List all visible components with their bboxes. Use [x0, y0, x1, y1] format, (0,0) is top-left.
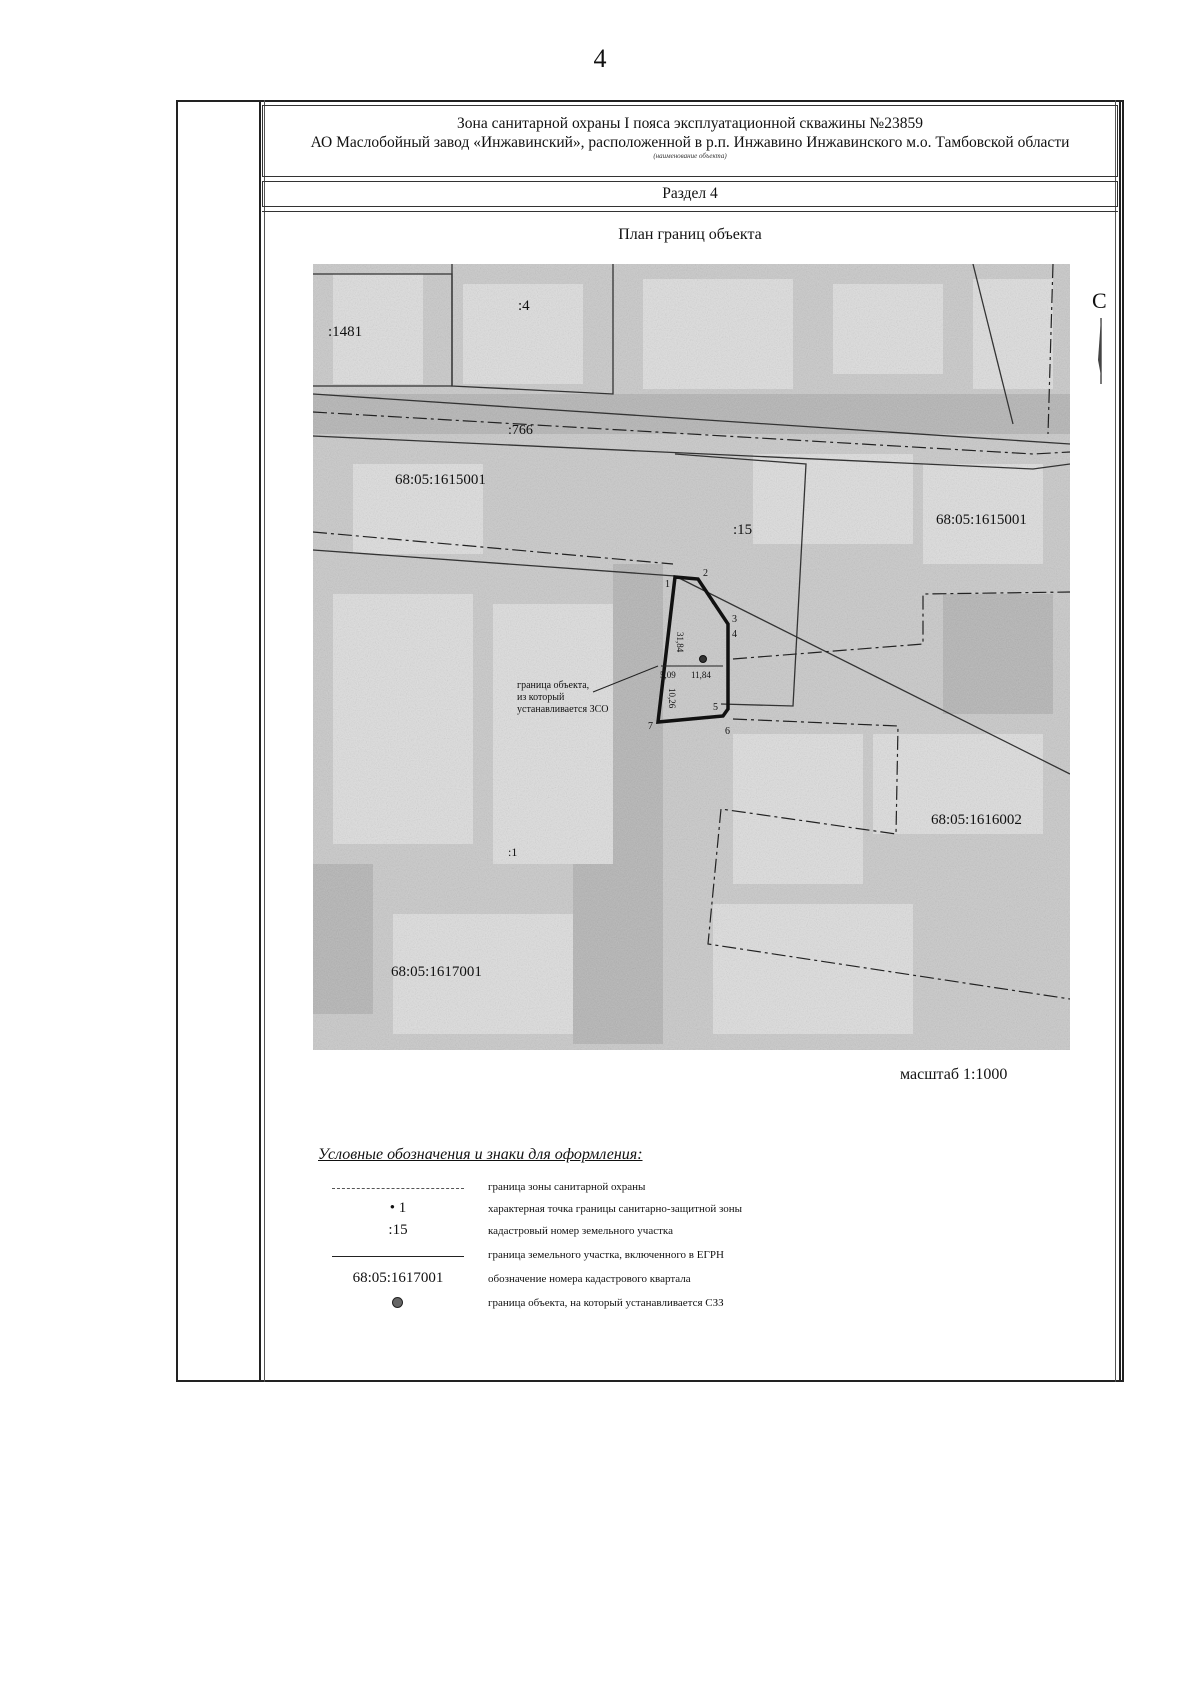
legend-item-quarter-number — [318, 1270, 1078, 1292]
callout-line-3: устанавливается ЗСО — [517, 704, 609, 715]
point-label-4: 4 — [732, 629, 737, 640]
legend-symbol-parcel-number: :15 — [388, 1222, 408, 1238]
title-block — [262, 105, 1118, 177]
quarter-label-1615001-left: 68:05:1615001 — [395, 472, 486, 488]
point-label-5: 5 — [713, 702, 718, 713]
legend-text: кадастровый номер земельного участка — [488, 1225, 673, 1237]
legend-symbol-point: • 1 — [389, 1200, 407, 1216]
aerial-texture — [313, 264, 1070, 1050]
title-caption: (наименование объекта) — [653, 152, 727, 160]
point-label-3: 3 — [732, 614, 737, 625]
legend-item-parcel-boundary — [318, 1246, 1078, 1268]
parcel-label-1: :1 — [508, 845, 518, 859]
point-label-7: 7 — [648, 721, 653, 732]
page-number: 4 — [593, 44, 607, 73]
parcel-label-15: :15 — [733, 522, 753, 538]
legend-text: граница объекта, на который устанавливается СЗЗ — [488, 1297, 724, 1309]
dimension-label-1: 31,84 — [675, 632, 685, 653]
point-label-2: 2 — [703, 568, 708, 579]
point-label-1: 1 — [665, 579, 670, 590]
callout-line-2: из который — [517, 692, 565, 703]
scale-label: масштаб 1:1000 — [900, 1066, 1008, 1083]
parcel-label-766: :766 — [508, 423, 533, 438]
parcel-label-4: :4 — [518, 298, 530, 314]
legend-title: Условные обозначения и знаки для оформления: — [318, 1146, 643, 1163]
legend-symbol-quarter-number: 68:05:1617001 — [352, 1270, 444, 1286]
title-line-1: Зона санитарной охраны I пояса эксплуатационной скважины №23859 — [457, 115, 923, 132]
legend-text: граница земельного участка, включенного в ЕГРН — [488, 1249, 724, 1261]
quarter-label-1615001-right: 68:05:1615001 — [936, 512, 1027, 528]
north-arrow — [1090, 288, 1120, 388]
content-divider — [262, 211, 1118, 212]
dimension-label-3: 11,84 — [691, 670, 711, 680]
legend-text: характерная точка границы санитарно-защитной зоны — [488, 1203, 743, 1215]
north-label: С — [1092, 288, 1107, 313]
quarter-label-1616002: 68:05:1616002 — [931, 812, 1022, 828]
plan-title: План границ объекта — [618, 226, 762, 243]
title-line-2: АО Маслобойный завод «Инжавинский», расположенной в р.п. Инжавино Инжавинского м.о. Тамбовской области — [310, 134, 1070, 151]
legend-item-parcel-number — [318, 1222, 1078, 1244]
legend-text: обозначение номера кадастрового квартала — [488, 1273, 691, 1285]
cadastral-map — [313, 264, 1070, 1050]
dimension-label-2: 5,09 — [660, 670, 676, 680]
parcel-label-1481: :1481 — [328, 324, 363, 340]
legend-item-object-boundary — [318, 1294, 1078, 1316]
point-label-6: 6 — [725, 726, 730, 737]
dimension-label-4: 10,26 — [667, 688, 677, 709]
section-label: Раздел 4 — [262, 181, 1118, 207]
callout-line-1: граница объекта, — [517, 680, 590, 691]
quarter-label-1617001: 68:05:1617001 — [391, 964, 482, 980]
legend-item-point — [318, 1200, 1078, 1222]
legend-text: граница зоны санитарной охраны — [488, 1181, 646, 1193]
north-arrow-icon — [1090, 288, 1120, 388]
legend-item-zone-boundary — [318, 1178, 1078, 1200]
well-marker — [700, 656, 707, 663]
